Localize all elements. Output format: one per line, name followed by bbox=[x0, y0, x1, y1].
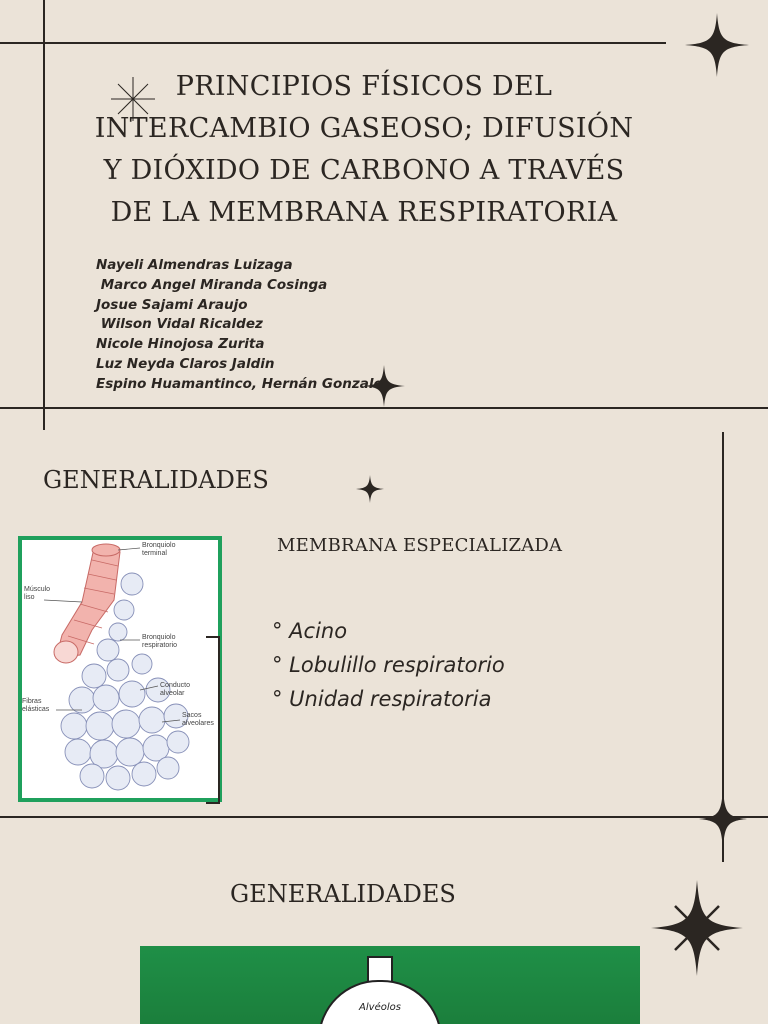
bullet-item: ° Unidad respiratoria bbox=[272, 687, 492, 711]
title-line: Y DIÓXIDO DE CARBONO A TRAVÉS bbox=[103, 155, 625, 186]
presentation-title bbox=[60, 66, 668, 234]
author-name: Wilson Vidal Ricaldez bbox=[96, 316, 263, 333]
author-list bbox=[96, 256, 383, 395]
section-heading: GENERALIDADES bbox=[230, 880, 456, 908]
author-name: Marco Angel Miranda Cosinga bbox=[96, 276, 328, 293]
sparkle-icon bbox=[355, 474, 385, 504]
title-line: PRINCIPIOS FÍSICOS DEL bbox=[175, 71, 553, 102]
figure-bracket bbox=[206, 636, 220, 804]
author-name: Nicole Hinojosa Zurita bbox=[96, 336, 265, 353]
bullet-list bbox=[272, 614, 505, 716]
vertical-rule-left bbox=[43, 0, 45, 430]
figure-label: Conducto alveolar bbox=[160, 682, 190, 697]
figure-label: Músculo liso bbox=[24, 586, 51, 601]
acinus-illustration bbox=[18, 536, 222, 802]
title-line: DE LA MEMBRANA RESPIRATORIA bbox=[110, 197, 618, 228]
divider-top bbox=[0, 42, 666, 44]
bullet-item: ° Acino bbox=[272, 619, 348, 643]
sparkle-icon bbox=[682, 10, 752, 80]
section-heading: GENERALIDADES bbox=[43, 466, 269, 494]
sparkle-icon bbox=[650, 878, 744, 978]
acinus-drawing bbox=[22, 540, 218, 798]
figure-label: Alvéolos bbox=[359, 1002, 401, 1013]
author-name: Luz Neyda Claros Jaldin bbox=[96, 355, 275, 372]
bullet-item: ° Lobulillo respiratorio bbox=[272, 653, 505, 677]
author-name: Josue Sajami Araujo bbox=[96, 296, 248, 313]
alveoli-illustration bbox=[140, 946, 640, 1024]
sparkle-icon bbox=[698, 786, 748, 852]
figure-label: Sacos alveolares bbox=[182, 712, 214, 727]
figure-label: Bronquiolo terminal bbox=[142, 542, 176, 557]
figure-label: Fibras elásticas bbox=[22, 698, 50, 713]
author-name: Nayeli Almendras Luizaga bbox=[96, 257, 293, 273]
figure-label: Bronquiolo respiratorio bbox=[142, 634, 178, 649]
section-subheading: MEMBRANA ESPECIALIZADA bbox=[277, 535, 563, 556]
divider-slide2-bottom bbox=[0, 816, 768, 818]
title-line: INTERCAMBIO GASEOSO; DIFUSIÓN bbox=[94, 113, 634, 144]
author-name: Espino Huamantinco, Hernán Gonzalo bbox=[96, 375, 383, 392]
